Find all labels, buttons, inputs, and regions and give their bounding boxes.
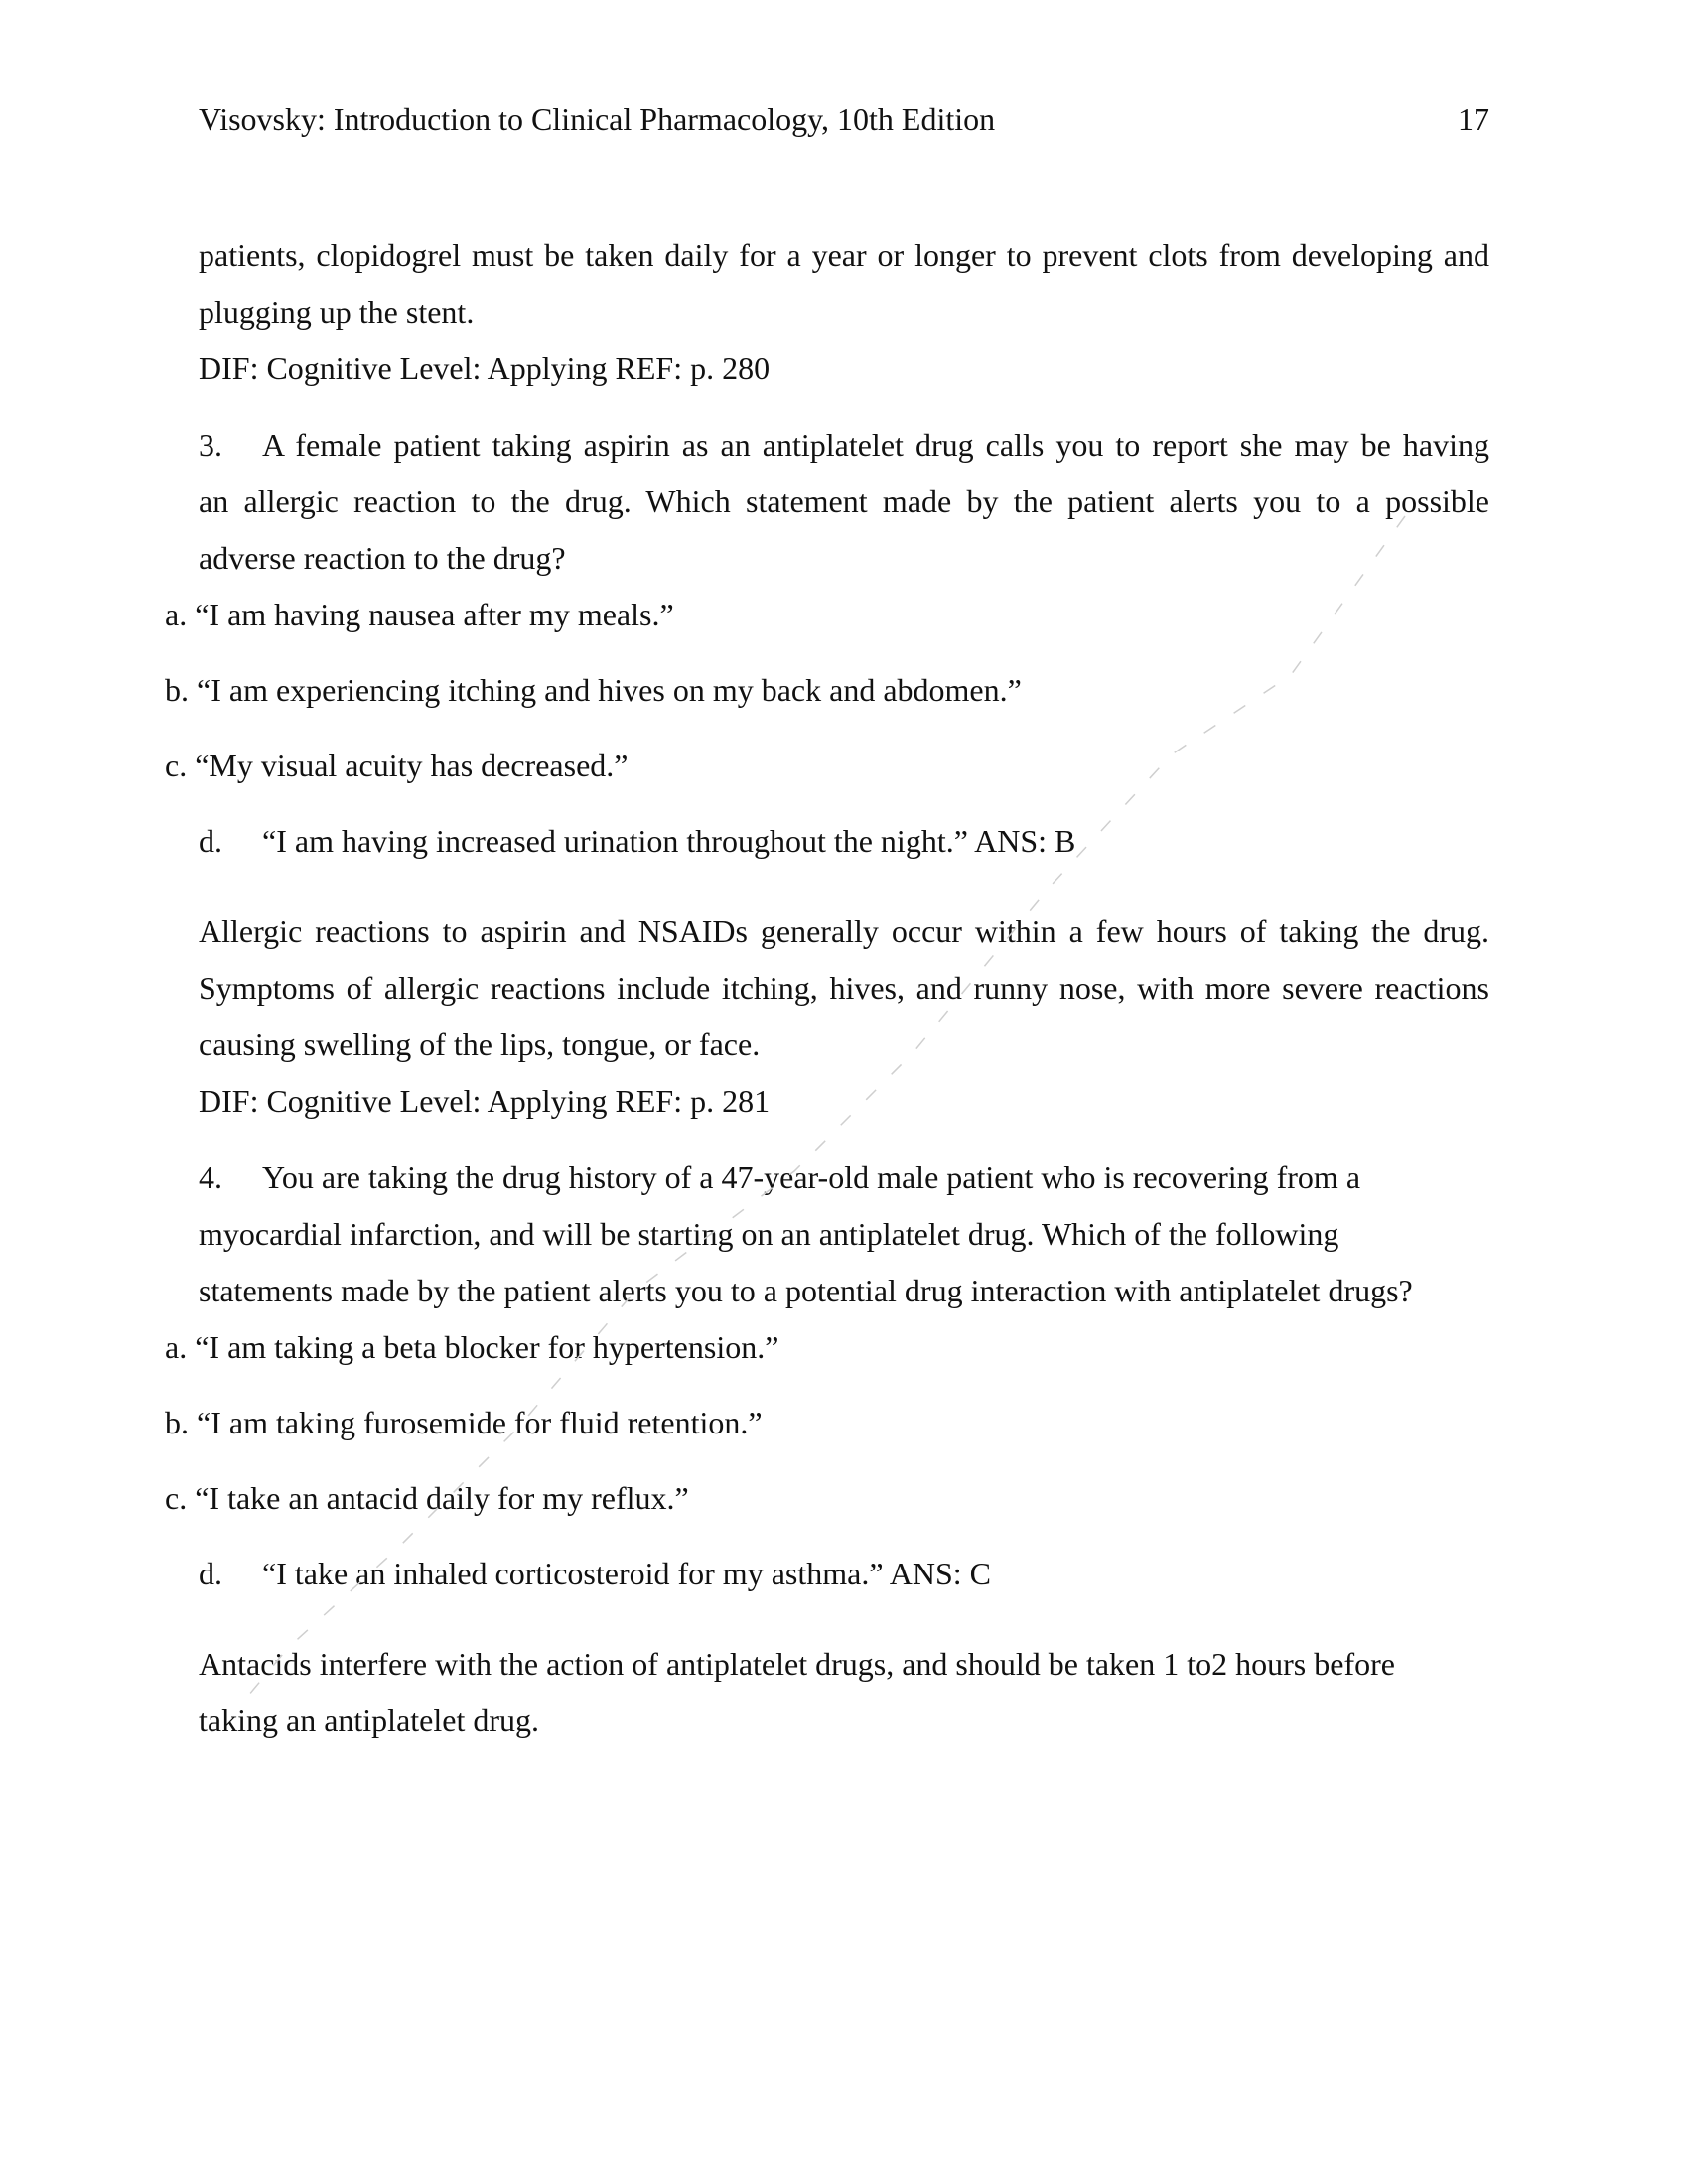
q4-option-d [199,1546,991,1602]
q3-rationale-line-2: Symptoms of allergic reactions include itching, hives, and runny nose, with more severe reactions [199,970,1489,1006]
book-title: Visovsky: Introduction to Clinical Pharmacology, 10th Edition [199,101,996,137]
q3-option-d-label: d. [199,823,222,859]
q3-number: 3. [199,427,222,463]
continuation-dif: DIF: Cognitive Level: Applying REF: p. 280 [199,350,771,386]
q4-number: 4. [199,1160,222,1195]
q3-stem-line-3: adverse reaction to the drug? [199,540,566,576]
q4-rationale-line-2: taking an antiplatelet drug. [199,1703,539,1738]
q3-option-d-text: “I am having increased urination throughout the night.” ANS: B [262,823,1076,859]
q3-rationale-line-3: causing swelling of the lips, tongue, or face. [199,1026,761,1062]
q3-option-d [199,813,1075,870]
q4-rationale-line-1: Antacids interfere with the action of antiplatelet drugs, and should be taken 1 to2 hours before [199,1646,1395,1682]
q4-stem-line-2: myocardial infarction, and will be starting on an antiplatelet drug. Which of the following [199,1216,1339,1252]
q4-stem-line-3: statements made by the patient alerts you to a potential drug interaction with antiplatelet drugs? [199,1273,1413,1308]
q3-option-c: c. “My visual acuity has decreased.” [165,748,629,783]
q4-option-a: a. “I am taking a beta blocker for hypertension.” [165,1329,779,1365]
q4-stem-line-1: You are taking the drug history of a 47-year-old male patient who is recovering from a [262,1160,1361,1195]
q3-stem-text-1: A female patient taking aspirin as an antiplatelet drug calls you to report she may be having [262,427,1489,463]
q3-stem-line-2: an allergic reaction to the drug. Which statement made by the patient alerts you to a possible [199,483,1489,519]
running-head [199,95,1489,143]
q3-option-a: a. “I am having nausea after my meals.” [165,597,674,632]
q3-dif: DIF: Cognitive Level: Applying REF: p. 281 [199,1083,771,1119]
q4-option-b: b. “I am taking furosemide for fluid retention.” [165,1405,763,1440]
q3-stem-line-1 [262,417,1489,474]
continuation-line-1: patients, clopidogrel must be taken daily for a year or longer to prevent clots from developing and [199,237,1489,273]
q3-option-b: b. “I am experiencing itching and hives on my back and abdomen.” [165,672,1022,708]
page-number: 17 [1458,101,1489,137]
continuation-line-2: plugging up the stent. [199,294,475,330]
q4-option-c: c. “I take an antacid daily for my reflux.” [165,1480,689,1516]
q4-option-d-text: “I take an inhaled corticosteroid for my asthma.” ANS: C [262,1556,992,1591]
q3-rationale-line-1: Allergic reactions to aspirin and NSAIDs generally occur within a few hours of taking the drug. [199,913,1489,949]
q4-option-d-label: d. [199,1556,222,1591]
